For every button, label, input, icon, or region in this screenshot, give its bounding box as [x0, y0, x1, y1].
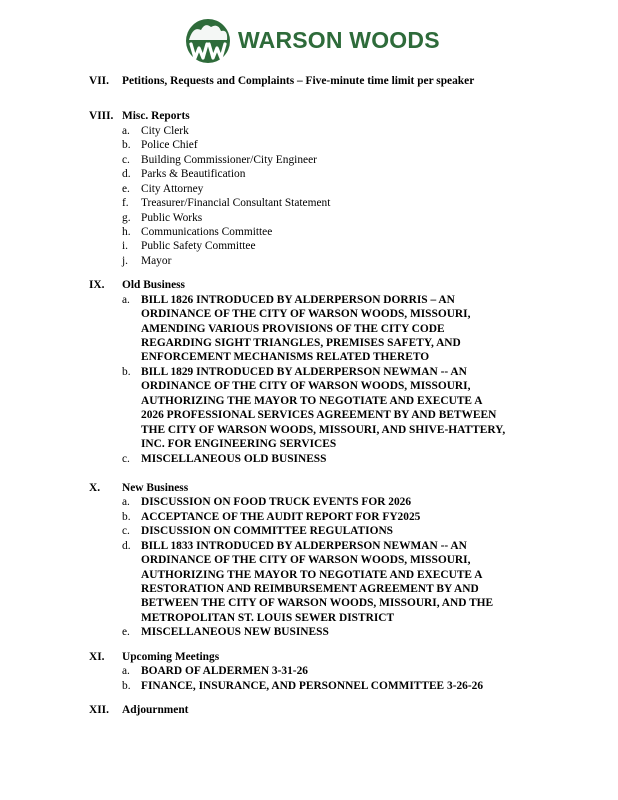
section-heading [0, 703, 618, 717]
item-text: ORDINANCE OF THE CITY OF WARSON WOODS, MISSOURI, [141, 308, 471, 321]
item-text: Public Safety Committee [141, 240, 256, 253]
section-title: New Business [122, 481, 189, 494]
agenda-item-line [0, 307, 618, 321]
item-text: Building Commissioner/City Engineer [141, 153, 317, 166]
item-letter: e. [122, 182, 130, 195]
section-title: Upcoming Meetings [122, 650, 220, 663]
item-text: RESTORATION AND REIMBURSEMENT AGREEMENT BY AND [141, 583, 479, 595]
agenda-section [0, 650, 618, 693]
agenda-item-line [0, 211, 618, 225]
item-text: Public Works [141, 211, 203, 224]
agenda-body [0, 74, 618, 718]
item-text: 2026 PROFESSIONAL SERVICES AGREEMENT BY AND BETWEEN [141, 409, 497, 422]
item-text: DISCUSSION ON FOOD TRUCK EVENTS FOR 2026 [141, 496, 412, 509]
agenda-item-line [0, 596, 618, 610]
item-text: City Attorney [141, 182, 204, 195]
page-header [0, 18, 618, 66]
item-text: METROPOLITAN ST. LOUIS SEWER DISTRICT [141, 611, 395, 624]
item-letter: g. [122, 211, 131, 224]
item-text: Communications Committee [141, 225, 273, 238]
agenda-item-line [0, 196, 618, 210]
section-heading [0, 74, 618, 88]
agenda-section [0, 74, 618, 88]
section-number: VIII. [89, 110, 114, 123]
agenda-item-line [0, 568, 618, 582]
item-letter: a. [122, 665, 130, 678]
agenda-item-line [0, 611, 618, 625]
item-text: AUTHORIZING THE MAYOR TO NEGOTIATE AND EXECUTE A [141, 568, 483, 581]
item-letter: a. [122, 124, 130, 137]
section-number: IX. [89, 279, 105, 292]
item-text: INC. FOR ENGINEERING SERVICES [141, 438, 337, 451]
agenda-item-line [0, 495, 618, 509]
item-text: Parks & Beautification [141, 168, 246, 181]
item-letter: b. [122, 679, 131, 692]
agenda-item-line [0, 437, 618, 451]
item-text: THE CITY OF WARSON WOODS, MISSOURI, AND SHIVE-HATTERY, [141, 423, 506, 436]
item-letter: a. [122, 496, 130, 509]
item-text: BETWEEN THE CITY OF WARSON WOODS, MISSOURI, AND THE [141, 597, 494, 610]
section-number: XII. [89, 704, 109, 717]
item-letter: d. [122, 168, 131, 181]
agenda-item-line [0, 239, 618, 253]
item-text: Mayor [141, 254, 172, 267]
warson-woods-logo [183, 18, 233, 64]
agenda-item-line [0, 365, 618, 379]
item-letter: a. [122, 293, 130, 306]
item-text: FINANCE, INSURANCE, AND PERSONNEL COMMITTEE 3-26-26 [141, 679, 484, 692]
agenda-item-line [0, 582, 618, 596]
section-number: XI. [89, 650, 105, 663]
item-text: ACCEPTANCE OF THE AUDIT REPORT FOR FY2025 [141, 510, 421, 523]
agenda-item-line [0, 553, 618, 567]
agenda-item-line [0, 153, 618, 167]
agenda-item-line [0, 524, 618, 538]
agenda-item-line [0, 254, 618, 268]
agenda-item-line [0, 539, 618, 553]
section-number: X. [89, 481, 101, 494]
agenda-item-line [0, 510, 618, 524]
item-text: ORDINANCE OF THE CITY OF WARSON WOODS, MISSOURI, [141, 380, 471, 393]
section-number: VII. [89, 75, 109, 87]
item-text: BILL 1829 INTRODUCED BY ALDERPERSON NEWMAN -- AN [141, 365, 467, 378]
agenda-item-line [0, 124, 618, 138]
agenda-item-line [0, 664, 618, 678]
agenda-item-line [0, 423, 618, 437]
item-letter: b. [122, 365, 131, 378]
section-title: Old Business [122, 279, 185, 292]
item-text: AMENDING VARIOUS PROVISIONS OF THE CITY CODE [141, 322, 445, 335]
section-heading [0, 278, 618, 292]
item-text: AUTHORIZING THE MAYOR TO NEGOTIATE AND EXECUTE A [141, 394, 483, 407]
section-title: Adjournment [122, 704, 189, 717]
item-text: ENFORCEMENT MECHANISMS RELATED THERETO [141, 351, 430, 364]
item-letter: i. [122, 240, 129, 253]
agenda-section [0, 109, 618, 268]
item-letter: e. [122, 626, 130, 639]
agenda-section [0, 703, 618, 717]
section-title: Petitions, Requests and Complaints – Five-minute time limit per speaker [122, 75, 475, 87]
agenda-item-line [0, 379, 618, 393]
section-title: Misc. Reports [122, 110, 190, 123]
item-text: City Clerk [141, 124, 189, 137]
item-letter: c. [122, 525, 130, 538]
item-text: Treasurer/Financial Consultant Statement [141, 197, 331, 210]
agenda-item-line [0, 182, 618, 196]
agenda-item-line [0, 625, 618, 639]
agenda-section [0, 481, 618, 640]
item-letter: d. [122, 539, 131, 552]
item-text: MISCELLANEOUS OLD BUSINESS [141, 452, 327, 465]
section-heading [0, 650, 618, 664]
item-letter: c. [122, 153, 130, 166]
org-name: WARSON WOODS [238, 27, 440, 53]
item-text: DISCUSSION ON COMMITTEE REGULATIONS [141, 525, 394, 538]
section-heading [0, 109, 618, 123]
agenda-item-line [0, 408, 618, 422]
item-text: Police Chief [141, 139, 198, 152]
item-letter: c. [122, 452, 130, 465]
item-text: BILL 1833 INTRODUCED BY ALDERPERSON NEWMAN -- AN [141, 539, 467, 552]
item-letter: j. [122, 254, 129, 267]
item-letter: h. [122, 225, 131, 238]
agenda-item-line [0, 336, 618, 350]
item-letter: b. [122, 139, 131, 152]
agenda-item-line [0, 322, 618, 336]
item-text: BOARD OF ALDERMEN 3-31-26 [141, 665, 308, 678]
agenda-item-line [0, 293, 618, 307]
agenda-item-line [0, 138, 618, 152]
agenda-section [0, 278, 618, 466]
agenda-item-line [0, 167, 618, 181]
agenda-item-line [0, 350, 618, 364]
item-text: BILL 1826 INTRODUCED BY ALDERPERSON DORRIS – AN [141, 293, 455, 306]
agenda-item-line [0, 394, 618, 408]
item-text: MISCELLANEOUS NEW BUSINESS [141, 626, 329, 639]
agenda-item-line [0, 679, 618, 693]
item-letter: f. [122, 197, 129, 210]
agenda-item-line [0, 452, 618, 466]
agenda-item-line [0, 225, 618, 239]
item-letter: b. [122, 510, 131, 523]
section-heading [0, 481, 618, 495]
item-text: ORDINANCE OF THE CITY OF WARSON WOODS, MISSOURI, [141, 554, 471, 567]
item-text: REGARDING SIGHT TRIANGLES, PREMISES SAFETY, AND [141, 337, 461, 349]
